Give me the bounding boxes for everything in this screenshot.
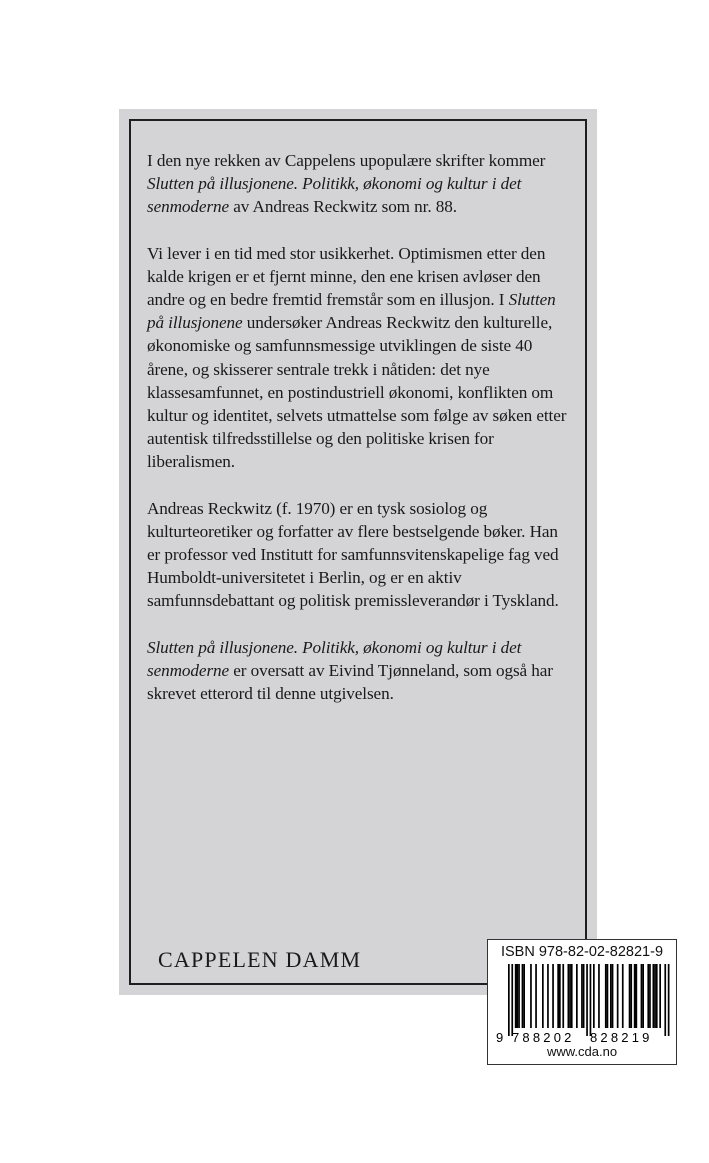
barcode-bar bbox=[586, 964, 588, 1036]
barcode-bar bbox=[557, 964, 559, 1028]
isbn-barcode-box bbox=[487, 939, 677, 1065]
barcode-bar bbox=[515, 964, 517, 1028]
barcode-bar bbox=[535, 964, 537, 1028]
barcode-bar bbox=[617, 964, 619, 1028]
barcode-bar bbox=[653, 964, 655, 1028]
paragraph-summary bbox=[147, 242, 575, 474]
publisher-website: www.cda.no bbox=[546, 1044, 618, 1059]
barcode bbox=[494, 964, 672, 1044]
publisher-logo: CAPPELEN DAMM bbox=[158, 947, 362, 972]
barcode-bar bbox=[581, 964, 583, 1028]
barcode-bar bbox=[664, 964, 666, 1036]
barcode-bar bbox=[641, 964, 643, 1028]
intro-text-start: I den nye rekken av Cappelens upopulære skrifter kommer bbox=[147, 151, 546, 170]
barcode-digits-left: 788202 bbox=[512, 1030, 575, 1044]
barcode-bar bbox=[522, 964, 524, 1028]
back-cover bbox=[119, 109, 664, 1059]
barcode-bar bbox=[642, 964, 644, 1028]
paragraph-intro bbox=[147, 149, 575, 219]
barcode-bar bbox=[610, 964, 612, 1028]
barcode-bar bbox=[530, 964, 532, 1028]
barcode-bar bbox=[654, 964, 656, 1028]
barcode-bar bbox=[511, 964, 513, 1036]
barcode-bar bbox=[590, 964, 592, 1036]
barcode-bar bbox=[634, 964, 636, 1028]
barcode-bar bbox=[523, 964, 525, 1028]
cover-frame bbox=[129, 119, 587, 985]
barcode-bar bbox=[668, 964, 670, 1036]
paragraph-translation bbox=[147, 636, 575, 706]
translation-text: er oversatt av Eivind Tjønneland, som også har skrevet etterord til denne utgivelsen. bbox=[147, 660, 553, 704]
barcode-digits-right: 828219 bbox=[590, 1030, 653, 1044]
barcode-bar bbox=[636, 964, 638, 1028]
barcode-bar bbox=[605, 964, 607, 1028]
barcode-bar bbox=[571, 964, 573, 1028]
barcode-bar bbox=[568, 964, 570, 1028]
barcode-bar bbox=[518, 964, 520, 1028]
barcode-bar bbox=[607, 964, 609, 1028]
book-title-short-italic: Slutten på illusjonene bbox=[147, 290, 556, 333]
barcode-bar bbox=[552, 964, 554, 1028]
barcode-bar bbox=[612, 964, 614, 1028]
isbn-label: ISBN 978-82-02-82821-9 bbox=[500, 944, 664, 960]
barcode-bar bbox=[659, 964, 661, 1028]
barcode-bar bbox=[649, 964, 651, 1028]
barcode-bar bbox=[559, 964, 561, 1028]
paragraph-author-bio bbox=[147, 497, 575, 613]
barcode-bar bbox=[562, 964, 564, 1028]
barcode-bar bbox=[598, 964, 600, 1028]
barcode-bar bbox=[508, 964, 510, 1036]
summary-text-end: undersøker Andreas Reckwitz den kulturelle, økonomiske og samfunnsmessige utviklingen de siste 40 årene, og skisserer sentrale trekk i nåtiden: det nye klassesamfunnet, en postindustriell økonomi, konflikten om kultur og identitet, selvets utmattelse som følge av søken etter autentisk tilfredsstillelse og den politiske krisen for liberalismen. bbox=[147, 313, 567, 472]
book-title-italic: Slutten på illusjonene. Politikk, økonomi og kultur i det senmoderne bbox=[147, 174, 522, 217]
barcode-bar bbox=[576, 964, 578, 1028]
intro-text-end: av Andreas Reckwitz som nr. 88. bbox=[229, 197, 457, 217]
barcode-bar bbox=[547, 964, 549, 1028]
barcode-bar bbox=[622, 964, 624, 1028]
barcode-bar bbox=[569, 964, 571, 1028]
translated-title-italic: Slutten på illusjonene. Politikk, økonomi og kultur i det senmoderne bbox=[147, 637, 522, 680]
author-bio-text: Andreas Reckwitz (f. 1970) er en tysk sosiolog og kulturteoretiker og forfatter av flere bestselgende bøker. Han er professor ved Institutt for samfunnsvitenskapelige fag ved Humboldt-universitetet i Berlin, og er en aktiv samfunnsdebattant og politisk premissleverandør i Tyskland. bbox=[147, 498, 559, 611]
barcode-bar bbox=[630, 964, 632, 1028]
barcode-bar bbox=[517, 964, 519, 1028]
barcode-bar bbox=[542, 964, 544, 1028]
barcode-digit-lead: 9 bbox=[496, 1030, 504, 1044]
barcode-bar bbox=[647, 964, 649, 1028]
blurb-text bbox=[147, 149, 575, 728]
barcode-bar bbox=[656, 964, 658, 1028]
barcode-bar bbox=[583, 964, 585, 1028]
barcode-bar bbox=[593, 964, 595, 1028]
barcode-bar bbox=[629, 964, 631, 1028]
summary-text-start: Vi lever i en tid med stor usikkerhet. Optimismen etter den kalde krigen er et fjernt minne, den ene krisen avløser den andre og en bedre fremtid fremstår som en illusjon. I bbox=[147, 243, 546, 310]
